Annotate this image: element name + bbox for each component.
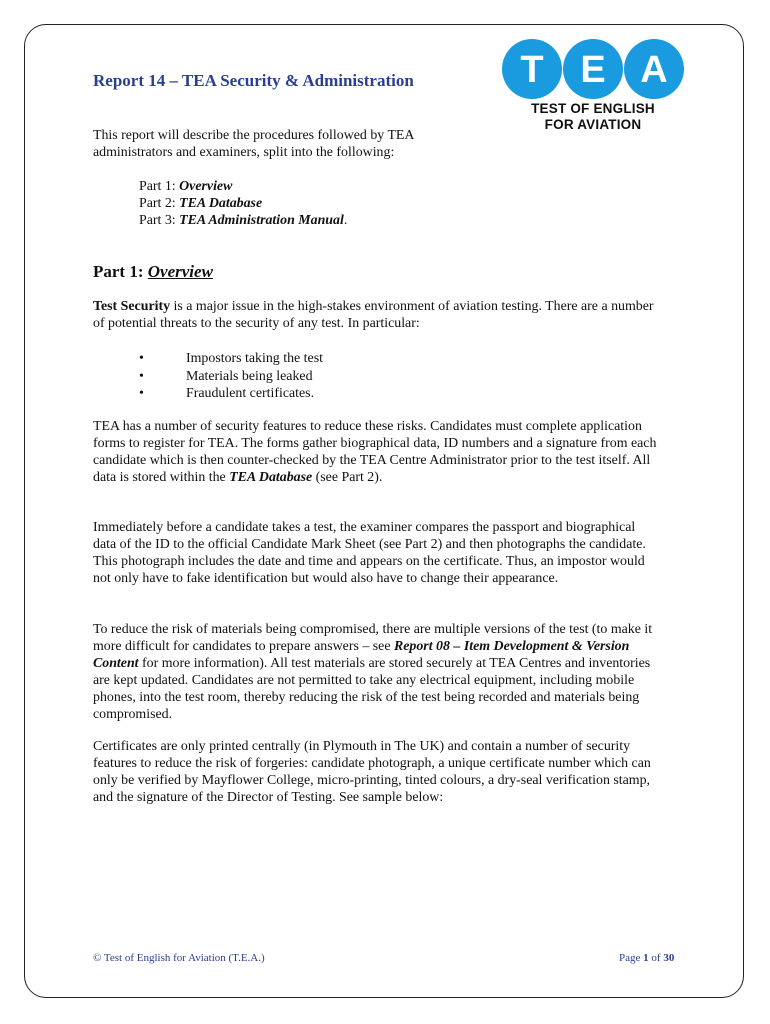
list-item: • Impostors taking the test	[139, 351, 323, 366]
logo-caption-line1: TEST OF ENGLISH	[531, 101, 655, 116]
footer-page-number: Page 1 of 30	[619, 952, 675, 964]
parts-list-item: Part 2: TEA Database	[139, 196, 263, 211]
paragraph-test-security: Test Security is a major issue in the high-stakes environment of aviation testing. There are a number of potential threats to the security of any test. In particular:	[93, 299, 654, 331]
report-title: Report 14 – TEA Security & Administration	[93, 71, 414, 90]
footer-copyright: © Test of English for Aviation (T.E.A.)	[93, 952, 265, 964]
section-heading: Part 1: Overview	[93, 262, 213, 281]
logo-caption-line2: FOR AVIATION	[544, 117, 642, 132]
paragraph-security-features: TEA has a number of security features to reduce these risks. Candidates must complete application forms to register for TEA. The forms gather biographical data, ID numbers and a signature from each candidate which is then counter-checked by the TEA Centre Administrator prior to the test itself. All data is stored within the TEA Database (see Part 2).	[93, 419, 657, 485]
paragraph-materials: To reduce the risk of materials being compromised, there are multiple versions of the test (to make it more difficult for candidates to prepare answers – see Report 08 – Item Development & Version Content for more information). All test materials are stored securely at TEA Centres and inventories are kept updated. Candidates are not permitted to take any electrical equipment, including mobile phones, into the test room, thereby reducing the risk of the test being recorded and materials being compromised.	[93, 622, 653, 722]
intro-paragraph: This report will describe the procedures followed by TEA administrators and examiners, split into the following:	[93, 128, 414, 160]
logo-letter-t: T	[520, 49, 544, 91]
logo-letter-a: A	[640, 49, 668, 91]
tea-logo	[501, 38, 685, 134]
paragraph-impostor-check: Immediately before a candidate takes a test, the examiner compares the passport and biographical data of the ID to the official Candidate Mark Sheet (see Part 2) and then photographs the candidate. This photograph includes the date and time and appears on the certificate. Thus, an impostor would not only have to fake identification but would also have to change their appearance.	[93, 520, 646, 586]
parts-list-item: Part 1: Overview	[139, 179, 233, 194]
page-border	[24, 24, 744, 998]
paragraph-certificates: Certificates are only printed centrally (in Plymouth in The UK) and contain a number of security features to reduce the risk of forgeries: candidate photograph, a unique certificate number which can only be verified by Mayflower College, micro-printing, tinted colours, a dry-seal verification stamp, and the signature of the Director of Testing. See sample below:	[93, 739, 651, 805]
parts-list	[139, 178, 347, 229]
threats-list	[139, 350, 323, 403]
list-item: • Fraudulent certificates.	[139, 386, 315, 401]
list-item: • Materials being leaked	[139, 368, 313, 384]
tea-logo-circles	[501, 38, 685, 100]
logo-letter-e: E	[580, 49, 606, 91]
parts-list-item: Part 3: TEA Administration Manual.	[139, 213, 348, 228]
